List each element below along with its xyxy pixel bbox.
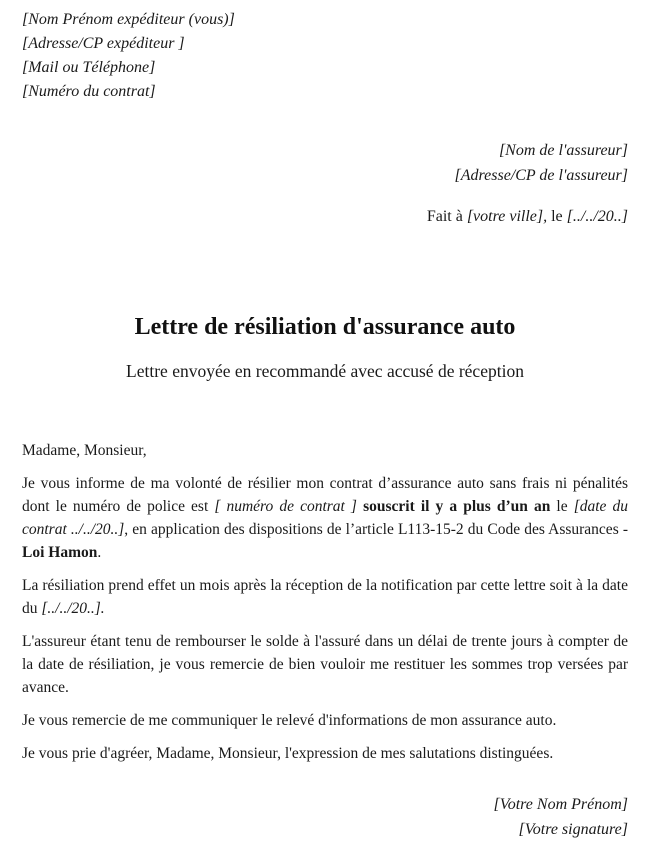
paragraph-releve: Je vous remercie de me communiquer le relevé d'informations de mon assurance auto. [22, 712, 557, 729]
recipient-address-line: [Adresse/CP de l'assureur] [454, 167, 628, 184]
sender-contact-line: [Mail ou Téléphone] [22, 59, 156, 76]
letter-body [22, 439, 628, 765]
signature-block [22, 792, 628, 842]
salutation-line: Madame, Monsieur, [22, 442, 147, 459]
signature-sign-line: [Votre signature] [518, 821, 628, 838]
sender-name-line: [Nom Prénom expéditeur (vous)] [22, 11, 235, 28]
place-date-line: Fait à [votre ville], le [../../20..] [426, 208, 628, 225]
sender-block [22, 8, 628, 104]
sender-contract-line: [Numéro du contrat] [22, 83, 156, 100]
recipient-name-line: [Nom de l'assureur] [498, 142, 628, 159]
paragraph-remboursement: L'assureur étant tenu de rembourser le solde à l'assuré dans un délai de trente jours à compter de la date de résiliation, je vous remercie de bien vouloir me restituer les sommes trop versées par avance. [22, 633, 628, 696]
paragraph-effet: La résiliation prend effet un mois après la réception de la notification par cette lettre soit à la date du [../../20..]. [22, 577, 628, 617]
paragraph-salutations: Je vous prie d'agréer, Madame, Monsieur, l'expression de mes salutations distinguées. [22, 745, 554, 762]
signature-name-line: [Votre Nom Prénom] [493, 796, 628, 813]
sender-address-line: [Adresse/CP expéditeur ] [22, 35, 185, 52]
letter-subtitle: Lettre envoyée en recommandé avec accusé de réception [126, 361, 524, 381]
recipient-block [22, 138, 628, 188]
letter-title: Lettre de résiliation d'assurance auto [134, 314, 516, 340]
paragraph-intro: Je vous informe de ma volonté de résilier mon contrat d’assurance auto sans frais ni pénalités dont le numéro de police est [ numéro de contrat ] souscrit il y a plus d’un an le [date du contrat ../../20..], en application des dispositions de l’article L113-15-2 du Code des Assurances - Loi Hamon. [22, 475, 629, 561]
